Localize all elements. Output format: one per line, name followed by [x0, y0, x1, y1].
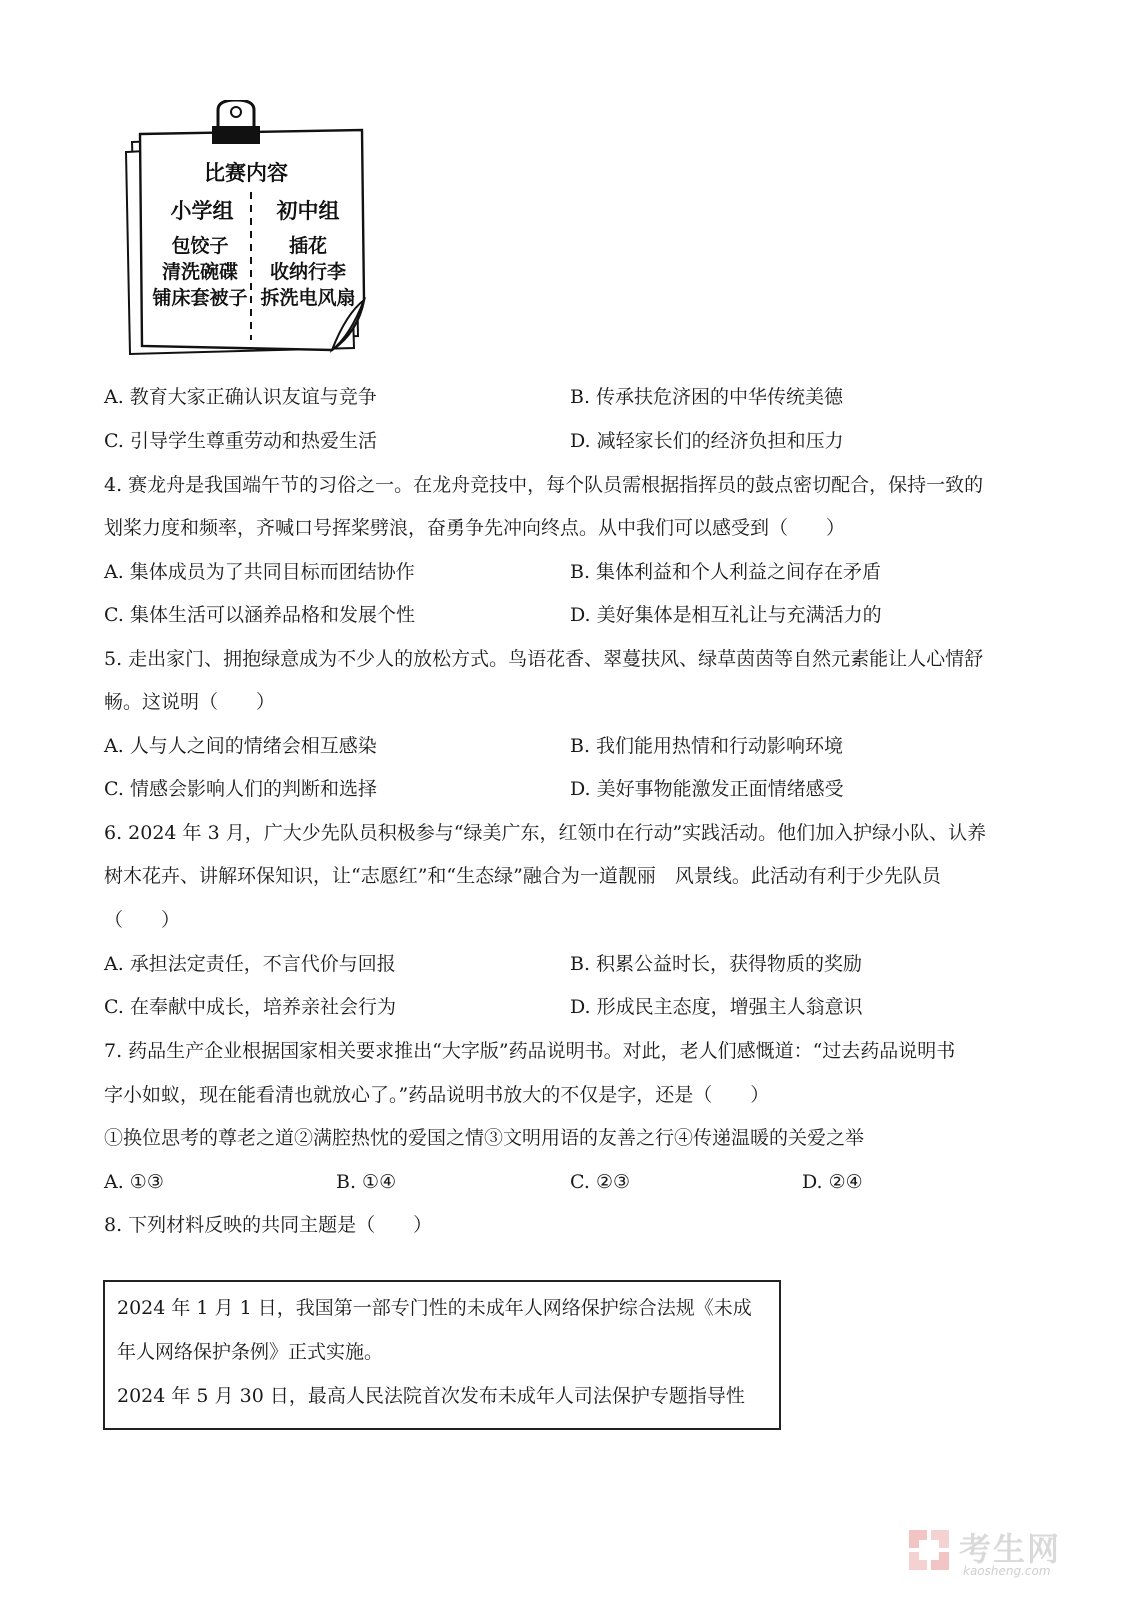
watermark-title: 考生网: [959, 1530, 1062, 1568]
figure-right-item: 收纳行李: [269, 261, 347, 283]
figure-title: 比赛内容: [204, 161, 288, 185]
q5-option-d: D. 美好事物能激发正面情绪感受: [570, 778, 844, 800]
q4-option-d: D. 美好集体是相互礼让与充满活力的: [570, 604, 882, 626]
q5-option-a: A. 人与人之间的情绪会相互感染: [104, 735, 377, 757]
q5-stem-line1: 5. 走出家门、拥抱绿意成为不少人的放松方式。鸟语花香、翠蔓扶风、绿草茵茵等自然元素能让人心情舒: [104, 648, 984, 670]
q8-stem: 8. 下列材料反映的共同主题是（ ）: [104, 1214, 433, 1236]
q3-option-d: D. 减轻家长们的经济负担和压力: [570, 430, 844, 452]
q4-stem-line2: 划桨力度和频率，齐喊口号挥桨劈浪，奋勇争先冲向终点。从中我们可以感受到（ ）: [104, 517, 846, 539]
q7-stem-line1: 7. 药品生产企业根据国家相关要求推出“大字版”药品说明书。对此，老人们感慨道：“过去药品说明书: [104, 1040, 956, 1062]
q8-material-box: [103, 1280, 781, 1430]
q7-stem-line2: 字小如蚁，现在能看清也就放心了。”药品说明书放大的不仅是字，还是（ ）: [104, 1084, 770, 1106]
q6-stem-line2: 树木花卉、讲解环保知识，让“志愿红”和“生态绿”融合为一道靓丽 风景线。此活动有利于少先队员: [104, 865, 941, 887]
figure-right-item: 拆洗电风扇: [260, 287, 356, 309]
q7-option-b: B. ①④: [336, 1171, 397, 1193]
figure-left-item: 清洗碗碟: [161, 261, 239, 283]
q4-stem-line1: 4. 赛龙舟是我国端午节的习俗之一。在龙舟竞技中，每个队员需根据指挥员的鼓点密切配合，保持一致的: [104, 474, 984, 496]
q6-option-d: D. 形成民主态度，增强主人翁意识: [570, 996, 863, 1018]
q6-option-c: C. 在奉献中成长，培养亲社会行为: [104, 996, 396, 1018]
figure-left-group: 小学组: [170, 199, 234, 223]
watermark-url: kaosheng.com: [963, 1564, 1051, 1578]
watermark: [907, 1524, 1107, 1582]
q5-option-c: C. 情感会影响人们的判断和选择: [104, 778, 377, 800]
q8-material-line1: 2024 年 1 月 1 日，我国第一部专门性的未成年人网络保护综合法规《未成: [117, 1297, 752, 1319]
q3-option-c: C. 引导学生尊重劳动和热爱生活: [104, 430, 377, 452]
q4-option-a: A. 集体成员为了共同目标而团结协作: [104, 561, 415, 583]
q4-option-c: C. 集体生活可以涵养品格和发展个性: [104, 604, 415, 626]
kaosheng-logo-icon: [907, 1528, 951, 1572]
q6-option-b: B. 积累公益时长，获得物质的奖励: [570, 953, 863, 975]
figure-right-item: 插花: [288, 235, 328, 257]
figure-left-item: 铺床套被子: [152, 287, 248, 309]
q7-option-c: C. ②③: [570, 1171, 631, 1193]
q5-option-b: B. 我们能用热情和行动影响环境: [570, 735, 844, 757]
q7-option-d: D. ②④: [802, 1171, 863, 1193]
q6-stem-line1: 6. 2024 年 3 月，广大少先队员积极参与“绿美广东，红领巾在行动”实践活动。他们加入护绿小队、认养: [104, 822, 987, 844]
q3-option-a: A. 教育大家正确认识友谊与竞争: [104, 386, 377, 408]
q6-stem-line3: （ ）: [104, 909, 181, 931]
figure-left-item: 包饺子: [171, 235, 229, 257]
figure-right-group: 初中组: [276, 199, 340, 223]
q8-material-line2: 年人网络保护条例》正式实施。: [117, 1341, 384, 1363]
q5-stem-line2: 畅。这说明（ ）: [104, 691, 276, 713]
q8-material-line3: 2024 年 5 月 30 日，最高人民法院首次发布未成年人司法保护专题指导性: [117, 1385, 745, 1407]
q7-option-a: A. ①③: [104, 1171, 164, 1193]
q3-option-b: B. 传承扶危济困的中华传统美德: [570, 386, 844, 408]
competition-note-figure: [118, 100, 388, 370]
q4-option-b: B. 集体利益和个人利益之间存在矛盾: [570, 561, 882, 583]
q6-option-a: A. 承担法定责任，不言代价与回报: [104, 953, 396, 975]
q7-stem-line3: ①换位思考的尊老之道②满腔热忱的爱国之情③文明用语的友善之行④传递温暖的关爱之举: [104, 1127, 865, 1149]
